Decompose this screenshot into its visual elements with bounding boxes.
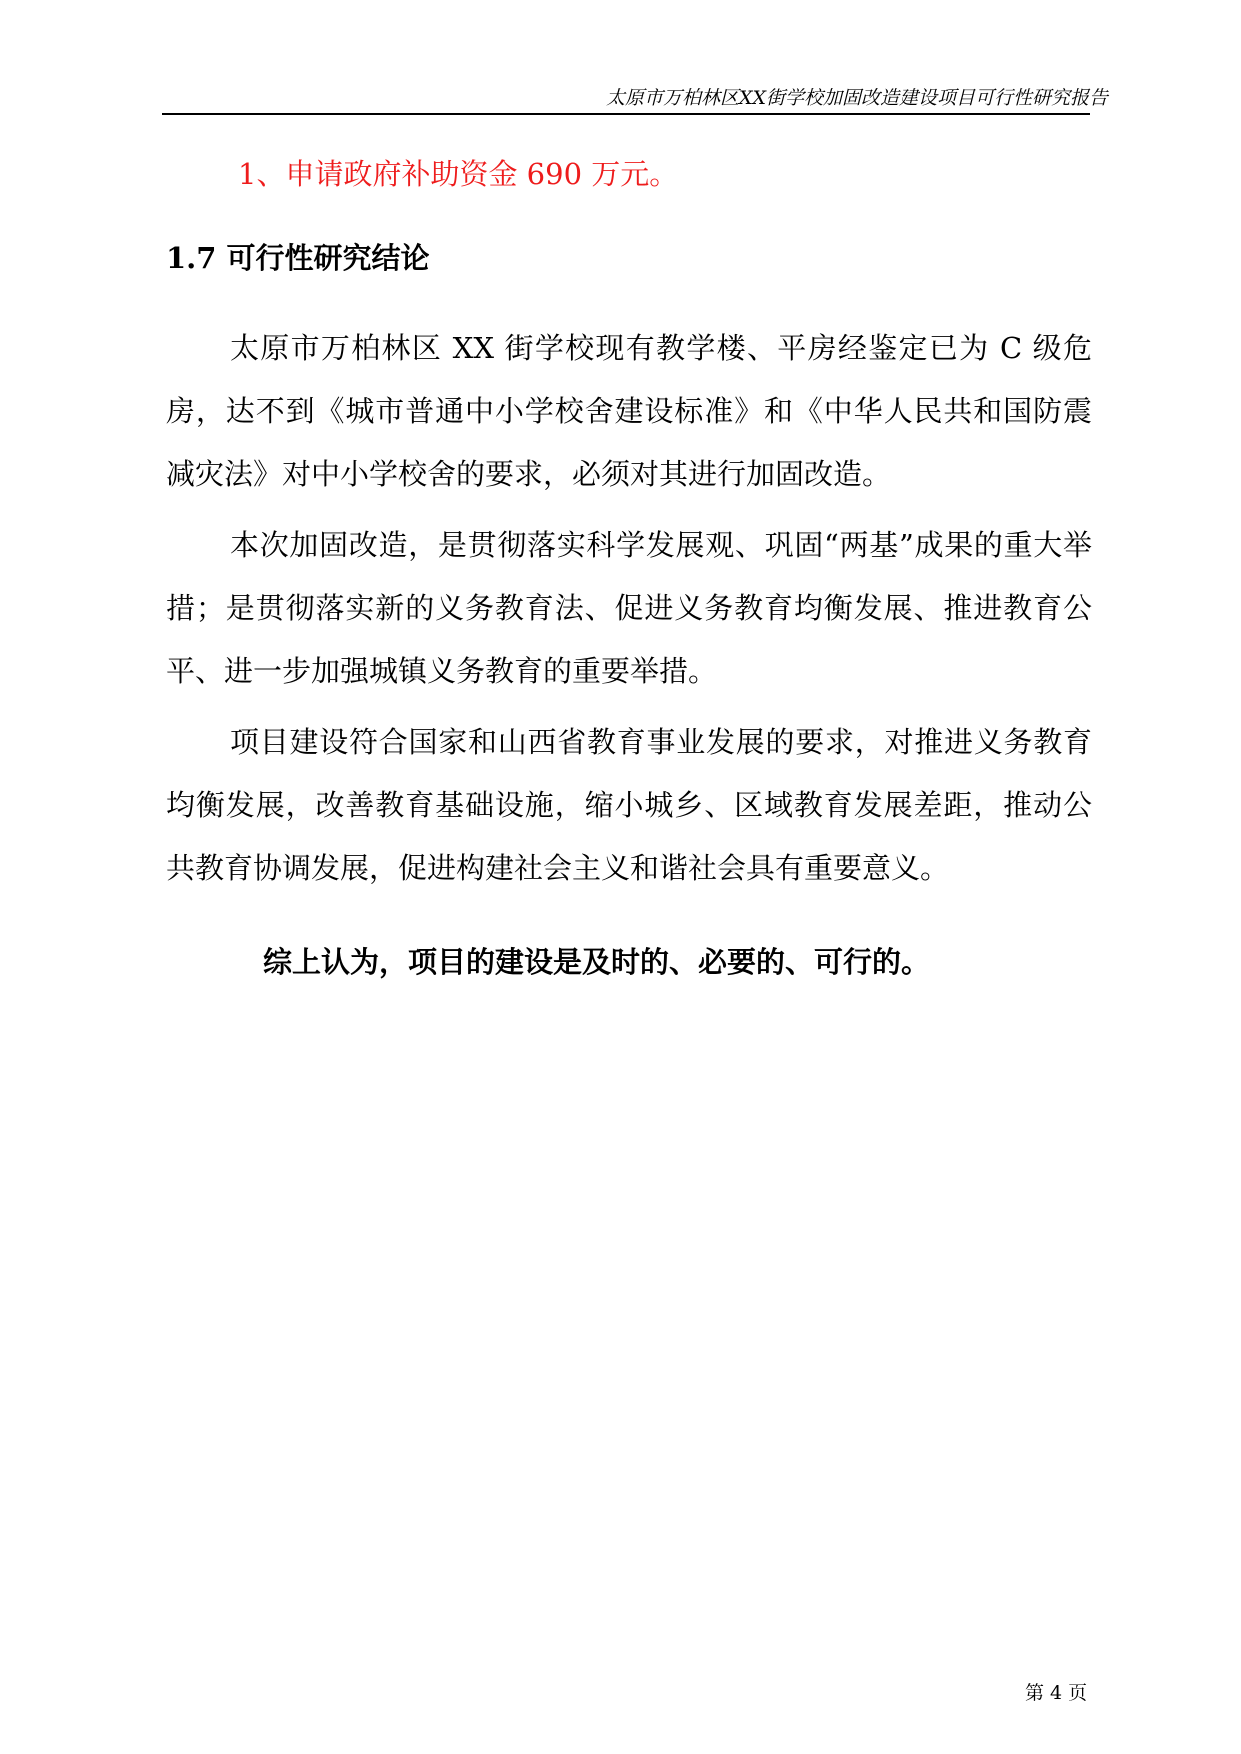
- running-header-title: 太原市万柏林区XX街学校加固改造建设项目可行性研究报告: [605, 87, 1108, 109]
- header-divider: [162, 113, 1090, 115]
- page-number: 第 4 页: [1025, 1682, 1088, 1704]
- section-heading: 1.7 可行性研究结论: [166, 241, 430, 275]
- body-paragraph: 项目建设符合国家和山西省教育事业发展的要求，对推进义务教育均衡发展，改善教育基础设施，缩小城乡、区域教育发展差距，推动公共教育协调发展，促进构建社会主义和谐社会具有重要意义。: [166, 725, 1092, 885]
- body-paragraph: 太原市万柏林区 XX 街学校现有教学楼、平房经鉴定已为 C 级危房，达不到《城市普通中小学校舍建设标准》和《中华人民共和国防震减灾法》对中小学校舍的要求，必须对其进行加固改造。: [166, 331, 1092, 491]
- body-paragraph: 本次加固改造，是贯彻落实科学发展观、巩固“两基”成果的重大举措；是贯彻落实新的义务教育法、促进义务教育均衡发展、推进教育公平、进一步加强城镇义务教育的重要举措。: [166, 528, 1092, 688]
- conclusion-statement: 综上认为，项目的建设是及时的、必要的、可行的。: [263, 945, 931, 979]
- subsidy-request-item: 1、申请政府补助资金 690 万元。: [238, 157, 679, 191]
